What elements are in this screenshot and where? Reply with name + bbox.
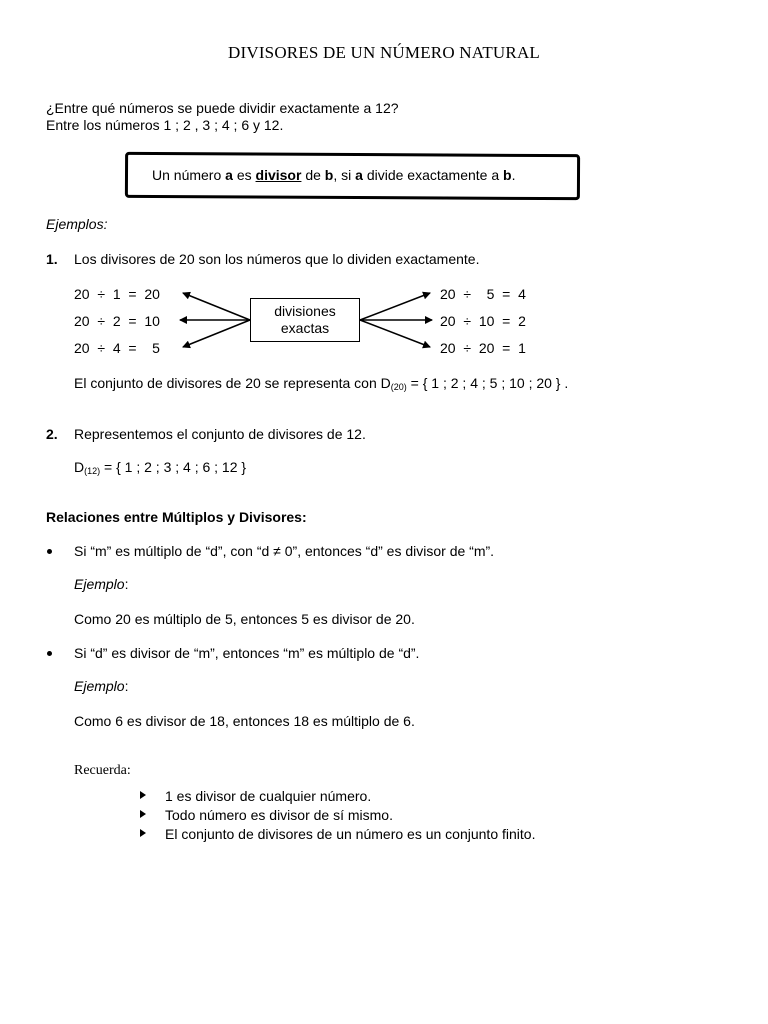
example2-set: $D_{(12)}$ = { 1 ; 2 ; 3 ; 4 ; 6 ; 12 } xyxy=(74,459,247,476)
box-line-1: divisiones xyxy=(274,303,336,319)
triangle-bullet-icon xyxy=(140,791,146,799)
arrow-left-1 xyxy=(183,293,250,320)
left-op-3: 20 ÷ 4 = 5 xyxy=(74,340,160,356)
left-op-2: 20 ÷ 2 = 10 xyxy=(74,313,160,329)
example1-text: Los divisores de 20 son los números que lo dividen exactamente. xyxy=(74,251,480,267)
arrow-left-3 xyxy=(183,320,250,347)
bullet-icon xyxy=(47,549,52,554)
example2-text: Representemos el conjunto de divisores de 12. xyxy=(74,426,366,442)
page-title: DIVISORES DE UN NÚMERO NATURAL xyxy=(228,43,540,62)
intro-answer: Entre los números 1 ; 2 , 3 ; 4 ; 6 y 12. xyxy=(46,117,284,133)
example2-number: 2. xyxy=(46,426,58,442)
relation-item-2: Si “d” es divisor de “m”, entonces “m” es múltiplo de “d”. xyxy=(74,645,420,661)
right-op-1: 20 ÷ 5 = 4 xyxy=(440,286,526,302)
intro-question: ¿Entre qué números se puede dividir exactamente a 12? xyxy=(46,100,399,116)
relation-example-1: Como 20 es múltiplo de 5, entonces 5 es divisor de 20. xyxy=(74,611,415,627)
remember-item-3: El conjunto de divisores de un número es un conjunto finito. xyxy=(165,826,536,842)
bullet-icon xyxy=(47,651,52,656)
ejemplo-label-1: Ejemplo: xyxy=(74,576,129,592)
relation-example-2: Como 6 es divisor de 18, entonces 18 es múltiplo de 6. xyxy=(74,713,415,729)
relation-item-1: Si “m” es múltiplo de “d”, con “d ≠ 0”, entonces “d” es divisor de “m”. xyxy=(74,543,495,559)
definition-text: Un número a es divisor de b, si a divide exactamente a b. xyxy=(152,167,516,183)
box-line-2: exactas xyxy=(280,320,330,336)
remember-item-2: Todo número es divisor de sí mismo. xyxy=(165,807,393,823)
example1-set: El conjunto de divisores de 20 se representa con $D_{(20)}$ = { 1 ; 2 ; 4 ; 5 ; 10 ; 20 } . xyxy=(74,375,569,392)
left-op-1: 20 ÷ 1 = 20 xyxy=(74,286,160,302)
right-op-2: 20 ÷ 10 = 2 xyxy=(440,313,526,329)
example1-number: 1. xyxy=(46,251,58,267)
relations-heading: Relaciones entre Múltiplos y Divisores: xyxy=(46,509,307,525)
right-op-3: 20 ÷ 20 = 1 xyxy=(440,340,526,356)
triangle-bullet-icon xyxy=(140,829,146,837)
remember-item-1: 1 es divisor de cualquier número. xyxy=(165,788,372,804)
triangle-bullet-icon xyxy=(140,810,146,818)
arrow-right-3 xyxy=(360,320,430,347)
ejemplo-label-2: Ejemplo: xyxy=(74,678,129,694)
examples-label: Ejemplos: xyxy=(46,216,108,232)
arrow-right-1 xyxy=(360,293,430,320)
remember-label: Recuerda: xyxy=(74,763,131,778)
